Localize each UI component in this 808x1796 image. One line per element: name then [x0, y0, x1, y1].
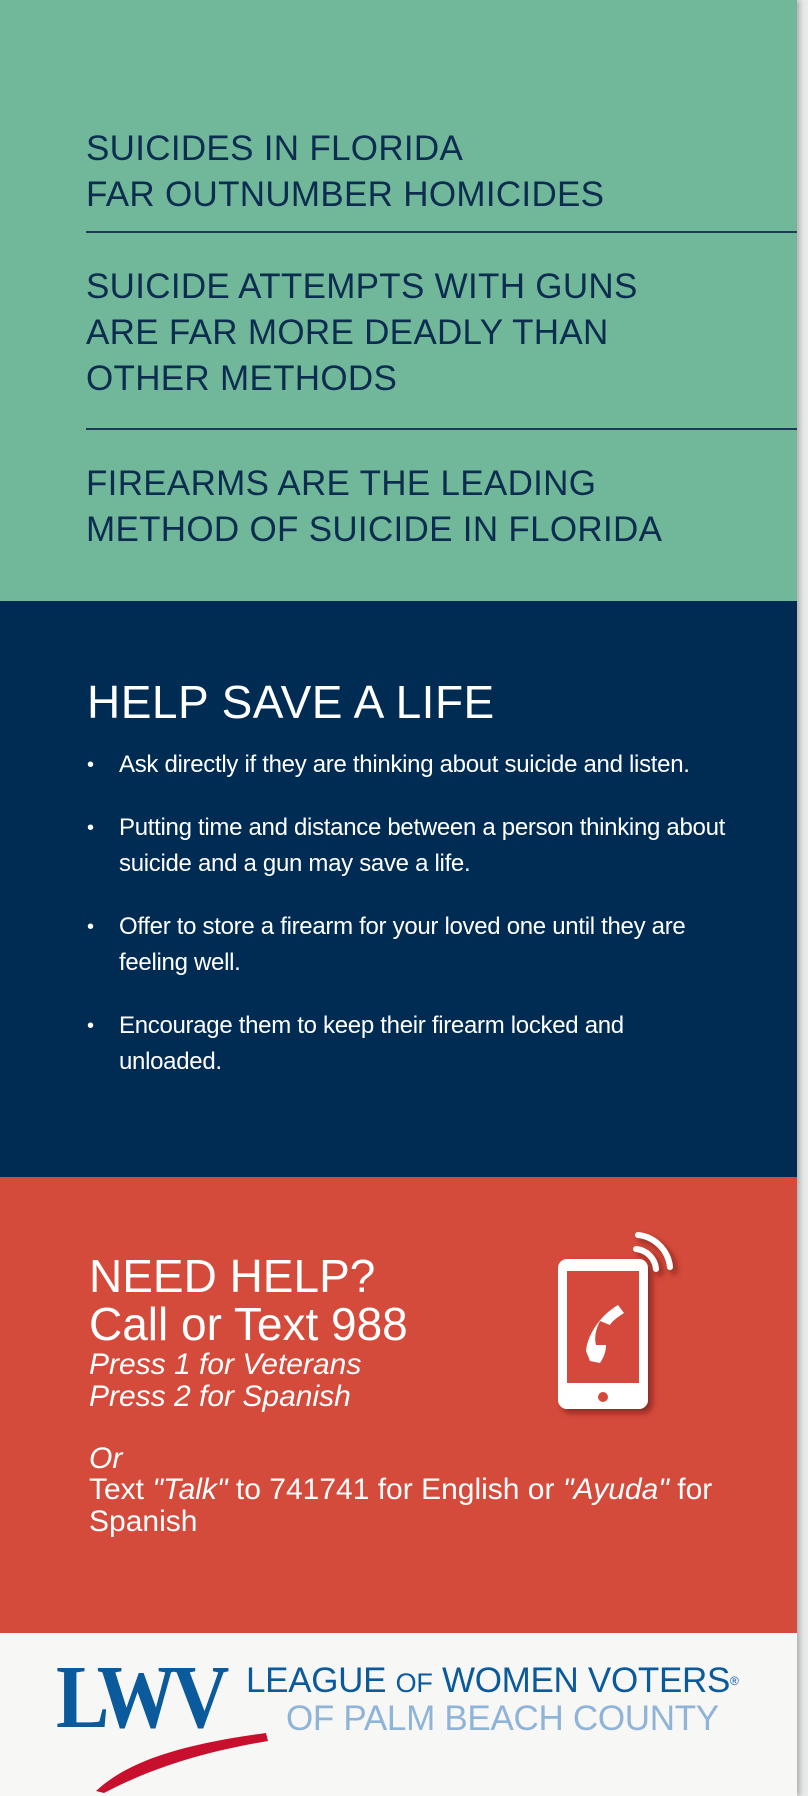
- divider: [86, 428, 797, 430]
- text-line-instructions: [89, 1474, 739, 1538]
- fact-line: SUICIDE ATTEMPTS WITH GUNS: [86, 267, 638, 306]
- press-1-veterans: Press 1 for Veterans: [89, 1348, 362, 1381]
- fact-line: SUICIDES IN FLORIDA: [86, 129, 464, 168]
- fact-line: FAR OUTNUMBER HOMICIDES: [86, 175, 605, 214]
- fact-suicides-vs-homicides: [86, 126, 797, 218]
- keyword-ayuda: "Ayuda": [562, 1473, 669, 1506]
- logo-text: LWV: [56, 1653, 229, 1747]
- tip-text: Encourage them to keep their firearm locked and unloaded.: [119, 1012, 624, 1075]
- crisis-section: [0, 1177, 797, 1633]
- bullet: •: [87, 1015, 94, 1037]
- fact-gun-attempts-deadly: [86, 264, 797, 402]
- help-section: [0, 601, 797, 1177]
- org-word-of: OF: [395, 1668, 433, 1698]
- keyword-talk: "Talk": [152, 1473, 228, 1506]
- footer: [0, 1633, 797, 1796]
- lwv-logo: [56, 1653, 271, 1793]
- or-label: Or: [89, 1442, 123, 1475]
- list-item: [87, 747, 727, 783]
- org-name-line1: [246, 1662, 739, 1702]
- registered-mark: ®: [730, 1674, 739, 1688]
- press-2-spanish: Press 2 for Spanish: [89, 1380, 351, 1413]
- tip-text: Offer to store a firearm for your loved one until they are feeling well.: [119, 913, 686, 976]
- fact-firearms-leading-method: [86, 461, 797, 553]
- call-988-line: Call or Text 988: [89, 1298, 408, 1350]
- org-name-line2: OF PALM BEACH COUNTY: [286, 1699, 719, 1738]
- fact-line: FIREARMS ARE THE LEADING: [86, 464, 597, 503]
- list-item: [87, 909, 727, 981]
- org-word: LEAGUE: [246, 1661, 396, 1700]
- tips-list: [87, 747, 727, 1107]
- list-item: [87, 810, 727, 882]
- fact-line: ARE FAR MORE DEADLY THAN: [86, 313, 609, 352]
- phone-call-icon: [548, 1221, 683, 1421]
- bullet: •: [87, 916, 94, 938]
- tip-text: Putting time and distance between a person thinking about suicide and a gun may save a life.: [119, 814, 725, 877]
- text-suffix: for Spanish: [89, 1473, 713, 1538]
- bullet: •: [87, 754, 94, 776]
- list-item: [87, 1008, 727, 1080]
- bullet: •: [87, 817, 94, 839]
- need-help-heading: NEED HELP?: [89, 1250, 376, 1302]
- fact-line: METHOD OF SUICIDE IN FLORIDA: [86, 510, 663, 549]
- facts-section: [0, 0, 797, 601]
- divider: [86, 231, 797, 233]
- org-word: WOMEN VOTERS: [432, 1661, 731, 1700]
- tip-text: Ask directly if they are thinking about suicide and listen.: [119, 751, 690, 778]
- text-middle: to 741741 for English or: [227, 1473, 563, 1506]
- help-title: HELP SAVE A LIFE: [87, 676, 495, 728]
- text-prefix: Text: [89, 1473, 153, 1506]
- fact-line: OTHER METHODS: [86, 359, 398, 398]
